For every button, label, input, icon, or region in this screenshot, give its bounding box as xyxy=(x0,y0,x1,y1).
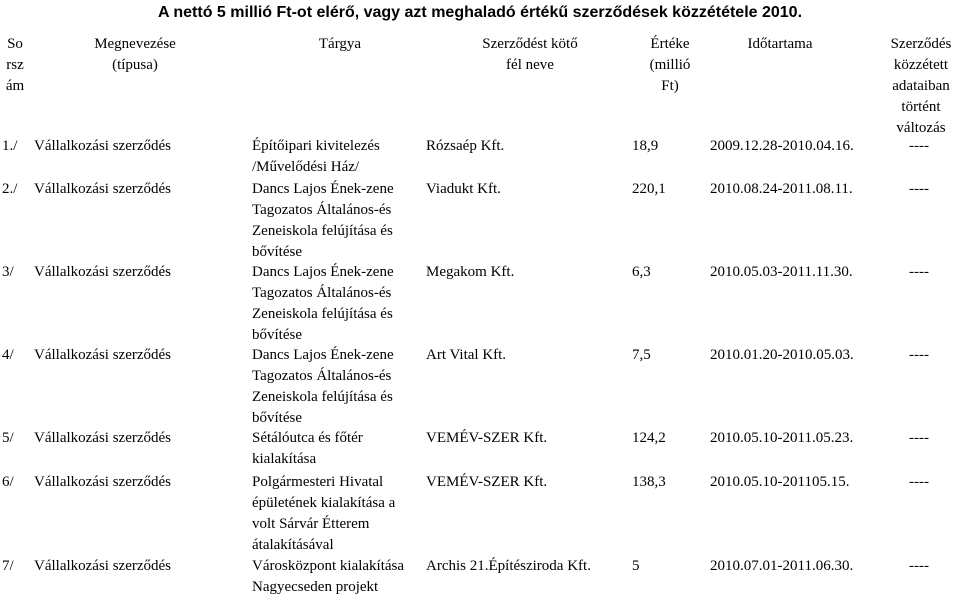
row-change: ---- xyxy=(909,430,929,446)
row-name: Vállalkozási szerződés xyxy=(34,138,172,154)
row-duration: 2010.07.01-2011.06.30. xyxy=(710,558,854,574)
row-name: Vállalkozási szerződés xyxy=(34,181,172,197)
row-value: 138,3 xyxy=(632,474,666,490)
row-name: Vállalkozási szerződés xyxy=(34,430,172,446)
row-duration: 2010.05.03-2011.11.30. xyxy=(710,264,853,280)
row-value: 6,3 xyxy=(632,264,651,280)
row-no: 4/ xyxy=(2,347,14,363)
row-name: Vállalkozási szerződés xyxy=(34,474,172,490)
row-no: 3/ xyxy=(2,264,14,280)
row-value: 124,2 xyxy=(632,430,666,446)
row-name: Vállalkozási szerződés xyxy=(34,558,172,574)
row-party: Archis 21.Építésziroda Kft. xyxy=(426,558,591,574)
row-change: ---- xyxy=(909,181,929,197)
row-change: ---- xyxy=(909,347,929,363)
row-value: 220,1 xyxy=(632,181,666,197)
row-change: ---- xyxy=(909,138,929,154)
header-subject: Tárgya xyxy=(318,36,362,52)
row-duration: 2009.12.28-2010.04.16. xyxy=(710,138,854,154)
row-duration: 2010.01.20-2010.05.03. xyxy=(710,347,854,363)
row-no: 5/ xyxy=(2,430,14,446)
row-name: Vállalkozási szerződés xyxy=(34,264,172,280)
row-subject: Dancs Lajos Ének-zene Tagozatos Általános-és Zeneiskola felújítása és bővítése xyxy=(252,264,394,343)
row-no: 6/ xyxy=(2,474,14,490)
row-duration: 2010.05.10-2011.05.23. xyxy=(710,430,854,446)
page-title: A nettó 5 millió Ft-ot elérő, vagy azt meghaladó értékű szerződések közzététele 2010. xyxy=(157,4,803,21)
header-no: So rsz ám xyxy=(5,36,25,94)
row-party: VEMÉV-SZER Kft. xyxy=(426,474,548,490)
row-change: ---- xyxy=(909,474,929,490)
row-duration: 2010.08.24-2011.08.11. xyxy=(710,181,853,197)
row-name: Vállalkozási szerződés xyxy=(34,347,172,363)
header-change: Szerződés közzétett adataiban történt változás xyxy=(890,36,952,136)
row-party: Rózsaép Kft. xyxy=(426,138,505,154)
header-duration: Időtartama xyxy=(747,36,813,52)
header-value: Értéke (millió Ft) xyxy=(649,36,691,94)
row-change: ---- xyxy=(909,558,929,574)
row-subject: Sétálóutca és főtér kialakítása xyxy=(252,430,363,467)
row-subject: Dancs Lajos Ének-zene Tagozatos Általános-és Zeneiskola felújítása és bővítése xyxy=(252,181,394,260)
row-subject: Dancs Lajos Ének-zene Tagozatos Általános-és Zeneiskola felújítása és bővítése xyxy=(252,347,394,426)
row-change: ---- xyxy=(909,264,929,280)
row-value: 5 xyxy=(632,558,640,574)
row-party: Viadukt Kft. xyxy=(426,181,501,197)
row-subject: Városközpont kialakítása Nagyecseden projekt xyxy=(252,558,405,595)
row-party: Art Vital Kft. xyxy=(426,347,507,363)
row-party: Megakom Kft. xyxy=(426,264,515,280)
row-party: VEMÉV-SZER Kft. xyxy=(426,430,548,446)
row-value: 18,9 xyxy=(632,138,659,154)
row-no: 2./ xyxy=(2,181,18,197)
row-subject: Építőipari kivitelezés /Művelődési Ház/ xyxy=(252,138,380,175)
row-no: 1./ xyxy=(2,138,18,154)
header-party: Szerződést kötő fél neve xyxy=(482,36,578,73)
row-subject: Polgármesteri Hivatal épületének kialakítása a volt Sárvár Étterem átalakításával xyxy=(252,474,396,553)
row-duration: 2010.05.10-201105.15. xyxy=(710,474,850,490)
header-name: Megnevezése (típusa) xyxy=(94,36,176,73)
row-no: 7/ xyxy=(2,558,14,574)
row-value: 7,5 xyxy=(632,347,651,363)
